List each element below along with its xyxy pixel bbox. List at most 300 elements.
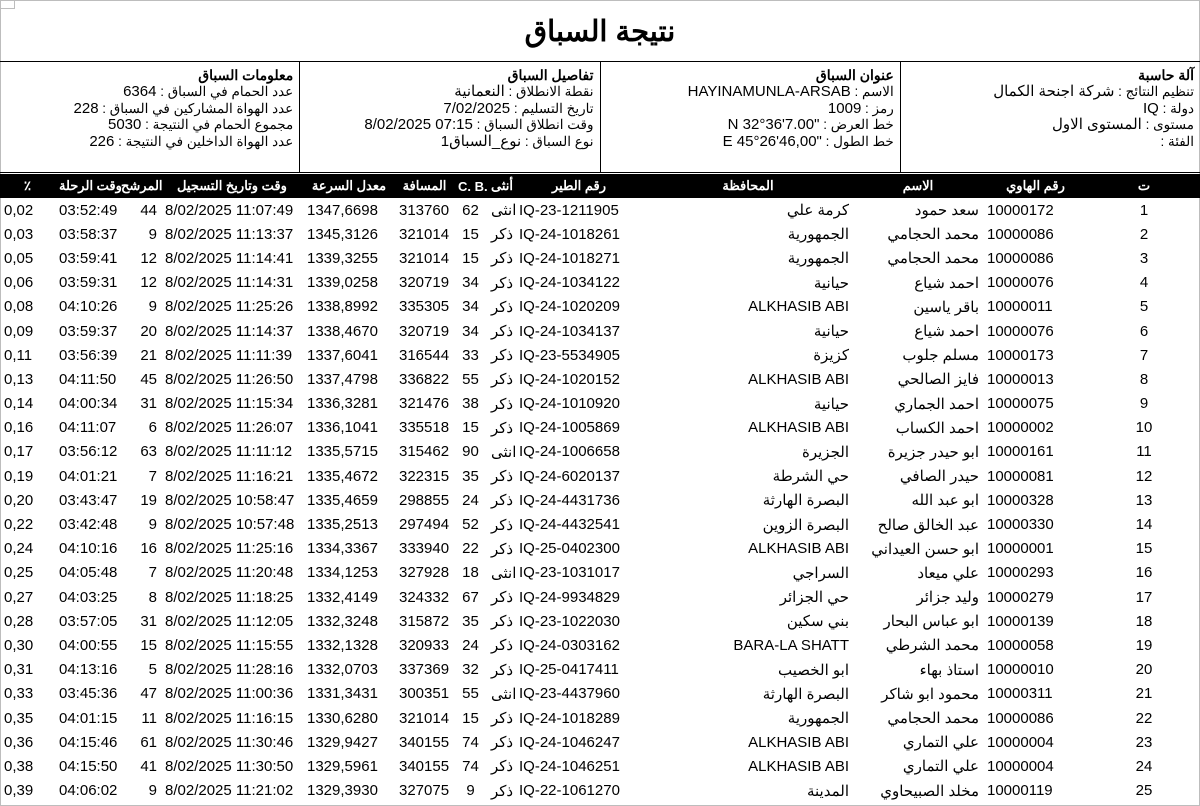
cell-cb: 9 <box>466 782 475 800</box>
cell-qualified: 8 <box>148 588 157 606</box>
cell-ring-number: IQ-22-1061270 <box>519 782 620 800</box>
cell-qualified: 20 <box>140 322 157 340</box>
col-header-flight-time: وقت الرحلة <box>59 178 122 193</box>
table-row <box>0 730 1200 754</box>
cell-speed: 1329,9427 <box>307 733 378 751</box>
table-row <box>0 222 1200 246</box>
cell-percent: 0,13 <box>4 370 34 388</box>
details-line <box>306 101 593 118</box>
cell-ring-number: IQ-23-4437960 <box>519 685 620 703</box>
cell-cb: 35 <box>462 612 479 630</box>
cell-arrival-time: 8/02/2025 11:20:48 <box>165 564 294 582</box>
details-line <box>306 117 593 134</box>
cell-sex: ذكر <box>491 395 514 413</box>
cell-ring-number: IQ-24-1010920 <box>519 395 620 413</box>
cell-cb: 62 <box>462 201 479 219</box>
cell-sex: ذكر <box>491 468 514 486</box>
cell-speed: 1332,0703 <box>307 661 378 679</box>
cell-fancier-number: 10000330 <box>987 516 1054 534</box>
cell-rank: 13 <box>1135 491 1153 509</box>
cell-governorate: البصرة الزوين <box>762 516 849 534</box>
table-row <box>0 609 1200 633</box>
cell-name: احمد شياع <box>914 323 979 341</box>
cell-percent: 0,19 <box>4 467 34 485</box>
cell-distance: 297494 <box>399 516 450 534</box>
cell-sex: ذكر <box>491 661 514 679</box>
panel-computer <box>900 62 1200 172</box>
cell-ring-number: IQ-25-0402300 <box>519 540 620 558</box>
cell-sex: ذكر <box>491 613 514 631</box>
address-line-value: 1009 <box>827 99 862 117</box>
cell-cb: 15 <box>462 419 479 437</box>
cell-ring-number: IQ-23-1022030 <box>519 612 620 630</box>
cell-governorate: ابو الخصيب <box>778 661 849 679</box>
cell-speed: 1335,4659 <box>307 491 378 509</box>
cell-arrival-time: 8/02/2025 11:30:46 <box>165 733 294 751</box>
cell-percent: 0,02 <box>4 201 34 219</box>
address-line <box>607 134 894 151</box>
col-header-ring-number: رقم الطير <box>551 178 607 193</box>
cell-ring-number: IQ-24-9934829 <box>519 588 620 606</box>
computer-line <box>907 134 1194 151</box>
cell-sex: انثى <box>491 202 517 220</box>
computer-line-label: مستوى : <box>1141 117 1194 133</box>
cell-rank: 25 <box>1135 782 1153 800</box>
cell-cb: 15 <box>462 225 479 243</box>
computer-line <box>907 84 1194 101</box>
cell-qualified: 45 <box>140 370 157 388</box>
cell-cb: 90 <box>462 443 479 461</box>
stats-line <box>6 84 293 101</box>
computer-line <box>907 101 1194 118</box>
cell-flight-time: 04:15:50 <box>59 757 118 775</box>
cell-percent: 0,08 <box>4 298 34 316</box>
cell-flight-time: 04:10:16 <box>59 540 118 558</box>
cell-fancier-number: 10000161 <box>987 443 1054 461</box>
stats-line-label: عدد الهواة الداخلين في النتيجة : <box>114 133 294 149</box>
cell-flight-time: 04:03:25 <box>59 588 118 606</box>
cell-rank: 23 <box>1135 733 1153 751</box>
cell-arrival-time: 8/02/2025 11:25:26 <box>165 298 294 316</box>
cell-qualified: 12 <box>140 274 157 292</box>
stats-line-label: عدد الهواة المشاركين في السباق : <box>98 100 294 116</box>
cell-flight-time: 04:05:48 <box>59 564 118 582</box>
cell-rank: 1 <box>1139 201 1149 219</box>
details-line-value: 7/02/2025 <box>443 99 511 117</box>
cell-flight-time: 03:43:47 <box>59 491 118 509</box>
cell-name: سعد حمود <box>914 202 979 220</box>
cell-governorate: حيانية <box>813 395 849 413</box>
cell-distance: 321014 <box>399 249 450 267</box>
cell-governorate: البصرة الهارثة <box>762 685 849 703</box>
table-row <box>0 319 1200 343</box>
table-row <box>0 633 1200 657</box>
col-header-arrival-time: وقت وتاريخ التسجيل <box>177 178 287 193</box>
cell-rank: 19 <box>1135 636 1153 654</box>
address-line-label: خط الطول : <box>821 133 894 149</box>
cell-fancier-number: 10000058 <box>987 636 1054 654</box>
cell-fancier-number: 10000086 <box>987 249 1054 267</box>
details-line-label: وقت انطلاق السباق : <box>472 117 594 133</box>
col-header-cb: C. B. <box>458 178 488 194</box>
panel-race-details <box>299 62 599 172</box>
cell-name: وليد جزائر <box>916 589 979 607</box>
cell-rank: 5 <box>1139 298 1149 316</box>
cell-flight-time: 04:10:26 <box>59 298 118 316</box>
computer-line <box>907 117 1194 134</box>
cell-rank: 24 <box>1135 757 1153 775</box>
cell-flight-time: 03:45:36 <box>59 685 118 703</box>
cell-rank: 10 <box>1135 419 1153 437</box>
cell-ring-number: IQ-25-0417411 <box>519 661 619 679</box>
cell-qualified: 61 <box>140 733 157 751</box>
cell-name: ابو حيدر جزيرة <box>887 443 979 461</box>
table-row <box>0 488 1200 512</box>
cell-rank: 7 <box>1139 346 1149 364</box>
cell-percent: 0,14 <box>4 395 34 413</box>
cell-sex: ذكر <box>491 347 514 365</box>
address-line-label: الاسم : <box>850 84 894 99</box>
cell-distance: 337369 <box>399 661 450 679</box>
computer-heading: آلة حاسبة <box>1138 67 1194 83</box>
cell-speed: 1339,3255 <box>307 249 378 267</box>
cell-qualified: 9 <box>148 782 157 800</box>
details-line <box>306 84 593 101</box>
computer-line-value: شركة اجنحة الكمال <box>993 83 1115 100</box>
cell-arrival-time: 8/02/2025 11:12:05 <box>165 612 294 630</box>
cell-sex: ذكر <box>491 516 514 534</box>
cell-name: حيدر الصافي <box>899 468 979 486</box>
cell-arrival-time: 8/02/2025 11:16:15 <box>165 709 294 727</box>
cell-rank: 6 <box>1139 322 1149 340</box>
cell-governorate: البصرة الهارثة <box>762 492 849 510</box>
cell-percent: 0,28 <box>4 612 34 630</box>
col-header-name: الاسم <box>902 178 934 193</box>
cell-flight-time: 04:01:15 <box>59 709 118 727</box>
panel-race-address <box>600 62 900 172</box>
cell-qualified: 16 <box>140 540 157 558</box>
address-line-value: HAYINAMUNLA-ARSAB <box>687 83 851 100</box>
table-row <box>0 779 1200 803</box>
cell-arrival-time: 8/02/2025 10:57:48 <box>165 516 295 534</box>
cell-distance: 321476 <box>399 395 450 413</box>
cell-cb: 15 <box>462 709 479 727</box>
col-header-speed: معدل السرعة <box>311 178 387 193</box>
cell-name: ابو عباس البحار <box>883 613 979 631</box>
cell-qualified: 6 <box>148 419 157 437</box>
cell-fancier-number: 10000119 <box>987 782 1053 800</box>
col-header-rank: ت <box>1137 178 1151 193</box>
cell-sex: ذكر <box>491 419 514 437</box>
cell-rank: 22 <box>1135 709 1153 727</box>
cell-fancier-number: 10000004 <box>987 733 1054 751</box>
address-line <box>607 84 894 101</box>
cell-distance: 320719 <box>399 322 450 340</box>
cell-distance: 313760 <box>399 201 450 219</box>
cell-speed: 1335,2513 <box>307 516 378 534</box>
cell-name: علي التماري <box>902 734 979 752</box>
results-body <box>0 198 1200 803</box>
cell-speed: 1332,1328 <box>307 636 378 654</box>
cell-ring-number: IQ-24-1018289 <box>519 709 620 727</box>
cell-speed: 1338,8992 <box>307 298 378 316</box>
cell-fancier-number: 10000004 <box>987 757 1054 775</box>
cell-rank: 18 <box>1135 612 1153 630</box>
address-line-label: رمز : <box>861 100 894 116</box>
cell-name: علي التماري <box>902 758 979 776</box>
address-line <box>607 101 894 118</box>
cell-flight-time: 03:56:39 <box>59 346 118 364</box>
cell-ring-number: IQ-24-1020209 <box>519 298 620 316</box>
table-row <box>0 682 1200 706</box>
cell-cb: 55 <box>462 370 479 388</box>
cell-sex: ذكر <box>491 250 514 268</box>
cell-sex: ذكر <box>491 782 514 800</box>
cell-governorate: BARA-LA SHATT <box>733 636 849 654</box>
cell-rank: 17 <box>1135 588 1153 606</box>
cell-speed: 1331,3431 <box>307 685 378 703</box>
computer-line-label: دولة : <box>1158 100 1194 116</box>
cell-sex: ذكر <box>491 540 514 558</box>
cell-ring-number: IQ-23-1211905 <box>519 201 619 219</box>
cell-rank: 11 <box>1136 443 1152 461</box>
table-row <box>0 464 1200 488</box>
cell-name: عبد الخالق صالح <box>877 516 979 534</box>
cell-name: ابو عبد الله <box>911 492 979 510</box>
cell-name: مخلد الصبيحاوي <box>880 782 979 800</box>
cell-distance: 333940 <box>399 540 450 558</box>
cell-distance: 327075 <box>399 782 450 800</box>
cell-cb: 52 <box>462 516 479 534</box>
cell-arrival-time: 8/02/2025 11:21:02 <box>165 782 294 800</box>
cell-flight-time: 03:59:41 <box>59 249 118 267</box>
cell-rank: 21 <box>1135 685 1153 703</box>
cell-distance: 327928 <box>399 564 450 582</box>
cell-flight-time: 04:11:50 <box>59 370 117 388</box>
table-row <box>0 343 1200 367</box>
details-line-value: 8/02/2025 07:15 <box>364 116 473 134</box>
cell-fancier-number: 10000001 <box>987 540 1054 558</box>
cell-qualified: 47 <box>140 685 157 703</box>
cell-speed: 1332,4149 <box>307 588 378 606</box>
cell-fancier-number: 10000011 <box>987 298 1053 316</box>
cell-cb: 74 <box>462 733 479 751</box>
cell-governorate: حيانية <box>813 323 849 341</box>
cell-speed: 1334,1253 <box>307 564 378 582</box>
cell-sex: ذكر <box>491 274 514 292</box>
cell-governorate: الجزيرة <box>801 443 849 461</box>
cell-speed: 1337,4798 <box>307 370 378 388</box>
cell-fancier-number: 10000013 <box>987 370 1054 388</box>
cell-name: باقر ياسين <box>913 298 979 316</box>
cell-arrival-time: 8/02/2025 11:15:34 <box>165 395 294 413</box>
cell-governorate: ALKHASIB ABI <box>748 733 849 751</box>
cell-qualified: 44 <box>140 201 157 219</box>
cell-percent: 0,35 <box>4 709 34 727</box>
cell-qualified: 5 <box>148 661 157 679</box>
cell-qualified: 21 <box>140 346 157 364</box>
cell-flight-time: 04:01:21 <box>59 467 118 485</box>
stats-line-value: 6364 <box>123 83 157 100</box>
cell-percent: 0,17 <box>4 443 34 461</box>
cell-sex: ذكر <box>491 710 514 728</box>
cell-cb: 74 <box>462 757 479 775</box>
cell-distance: 316544 <box>399 346 450 364</box>
panel-race-stats <box>0 62 299 172</box>
col-header-qualified: المرشح <box>121 178 163 193</box>
cell-percent: 0,36 <box>4 733 34 751</box>
cell-name: احمد الجماري <box>894 395 979 413</box>
cell-arrival-time: 8/02/2025 11:15:55 <box>165 636 294 654</box>
cell-governorate: الجمهورية <box>787 250 849 268</box>
cell-name: احمد الكساب <box>895 419 979 437</box>
cell-flight-time: 04:13:16 <box>59 661 118 679</box>
cell-cb: 34 <box>462 274 479 292</box>
cell-percent: 0,30 <box>4 636 34 654</box>
table-row <box>0 440 1200 464</box>
cell-governorate: بني سكين <box>786 613 849 631</box>
cell-percent: 0,33 <box>4 685 34 703</box>
address-line-value: E 45°26'46,00" <box>722 132 822 150</box>
cell-arrival-time: 8/02/2025 11:07:49 <box>165 201 294 219</box>
cell-name: محمود ابو شاكر <box>881 685 979 703</box>
details-line-label: نوع السباق : <box>521 133 594 149</box>
cell-flight-time: 04:00:34 <box>59 395 118 413</box>
table-row <box>0 561 1200 585</box>
table-row <box>0 367 1200 391</box>
stats-line-value: 5030 <box>107 116 142 134</box>
cell-governorate: ALKHASIB ABI <box>748 298 849 316</box>
table-row <box>0 271 1200 295</box>
cell-fancier-number: 10000173 <box>987 346 1054 364</box>
cell-cb: 33 <box>462 346 479 364</box>
cell-percent: 0,20 <box>4 491 34 509</box>
col-header-percent: ٪ <box>24 178 31 193</box>
cell-speed: 1338,4670 <box>307 322 378 340</box>
cell-name: علي ميعاد <box>917 564 979 582</box>
details-heading: تفاصيل السباق <box>507 67 594 83</box>
table-row <box>0 537 1200 561</box>
cell-fancier-number: 10000328 <box>987 491 1054 509</box>
cell-arrival-time: 8/02/2025 11:25:16 <box>165 540 294 558</box>
cell-percent: 0,27 <box>4 588 34 606</box>
cell-name: مسلم جلوب <box>902 347 979 365</box>
details-line-label: تاريخ التسليم : <box>510 100 594 116</box>
cell-governorate: ALKHASIB ABI <box>748 370 849 388</box>
cell-qualified: 12 <box>140 249 157 267</box>
computer-line-label: الفئة : <box>1160 133 1194 149</box>
cell-speed: 1329,3930 <box>307 782 378 800</box>
cell-ring-number: IQ-24-1034122 <box>519 274 620 292</box>
stats-line <box>6 101 293 118</box>
computer-line-label: تنظيم النتائج : <box>1114 84 1194 99</box>
cell-sex: انثى <box>491 443 517 461</box>
cell-distance: 315462 <box>399 443 450 461</box>
cell-governorate: المدينة <box>806 782 849 800</box>
stats-line <box>6 117 293 134</box>
table-row <box>0 585 1200 609</box>
cell-distance: 336822 <box>399 370 450 388</box>
cell-rank: 14 <box>1135 516 1153 534</box>
cell-governorate: حي الشرطة <box>772 468 849 486</box>
cell-speed: 1339,0258 <box>307 274 378 292</box>
cell-rank: 3 <box>1139 249 1149 267</box>
cell-distance: 335518 <box>399 419 450 437</box>
details-line-value: نوع_السباق1 <box>440 132 522 150</box>
cell-distance: 321014 <box>399 709 450 727</box>
cell-arrival-time: 8/02/2025 11:14:41 <box>165 249 294 267</box>
cell-sex: ذكر <box>491 637 514 655</box>
cell-ring-number: IQ-24-0303162 <box>519 636 620 654</box>
stats-line-value: 228 <box>73 99 99 117</box>
cell-fancier-number: 10000086 <box>987 709 1054 727</box>
cell-percent: 0,38 <box>4 757 34 775</box>
cell-distance: 300351 <box>399 685 450 703</box>
cell-ring-number: IQ-24-4431736 <box>519 491 620 509</box>
cell-percent: 0,24 <box>4 540 34 558</box>
cell-cb: 55 <box>462 685 479 703</box>
cell-arrival-time: 8/02/2025 11:13:37 <box>165 225 294 243</box>
cell-sex: ذكر <box>491 323 514 341</box>
cell-fancier-number: 10000311 <box>987 685 1053 703</box>
cell-speed: 1337,6041 <box>307 346 378 364</box>
cell-qualified: 9 <box>148 516 157 534</box>
cell-distance: 320933 <box>399 636 450 654</box>
cell-speed: 1335,5715 <box>307 443 378 461</box>
cell-ring-number: IQ-24-1018261 <box>519 225 620 243</box>
col-header-sex: أنثى <box>491 178 513 193</box>
table-row <box>0 706 1200 730</box>
col-header-distance: المسافة <box>402 178 447 193</box>
cell-flight-time: 03:58:37 <box>59 225 118 243</box>
stats-line-label: مجموع الحمام في النتيجة : <box>141 117 294 133</box>
cell-speed: 1345,3126 <box>307 225 378 243</box>
cell-arrival-time: 8/02/2025 11:30:50 <box>165 757 294 775</box>
cell-speed: 1332,3248 <box>307 612 378 630</box>
cell-governorate: ALKHASIB ABI <box>748 540 849 558</box>
table-row <box>0 512 1200 536</box>
stats-line-value: 226 <box>89 132 115 150</box>
cell-speed: 1336,1041 <box>307 419 378 437</box>
cell-sex: ذكر <box>491 226 514 244</box>
cell-speed: 1329,5961 <box>307 757 378 775</box>
cell-governorate: حي الجزائر <box>779 589 849 607</box>
cell-sex: ذكر <box>491 492 514 510</box>
cell-governorate: كرمة علي <box>786 202 849 220</box>
table-row <box>0 658 1200 682</box>
cell-arrival-time: 8/02/2025 11:16:21 <box>165 467 294 485</box>
cell-rank: 9 <box>1139 395 1149 413</box>
corner-mark <box>0 0 15 9</box>
cell-speed: 1330,6280 <box>307 709 378 727</box>
results-table <box>0 174 1200 803</box>
cell-rank: 16 <box>1135 564 1153 582</box>
cell-rank: 15 <box>1135 540 1153 558</box>
col-header-governorate: المحافظة <box>722 178 774 193</box>
computer-line-value: المستوى الاول <box>1052 116 1142 134</box>
cell-cb: 34 <box>462 322 479 340</box>
cell-arrival-time: 8/02/2025 11:28:16 <box>165 661 294 679</box>
cell-name: فايز الصالحي <box>897 371 979 389</box>
cell-percent: 0,11 <box>4 346 33 364</box>
cell-name: محمد الحجامي <box>887 226 979 244</box>
cell-name: محمد الحجامي <box>887 710 979 728</box>
cell-flight-time: 04:11:07 <box>59 419 117 437</box>
cell-qualified: 15 <box>140 636 157 654</box>
cell-ring-number: IQ-24-1034137 <box>519 322 620 340</box>
cell-ring-number: IQ-24-1046251 <box>519 757 620 775</box>
cell-arrival-time: 8/02/2025 11:14:31 <box>165 274 294 292</box>
